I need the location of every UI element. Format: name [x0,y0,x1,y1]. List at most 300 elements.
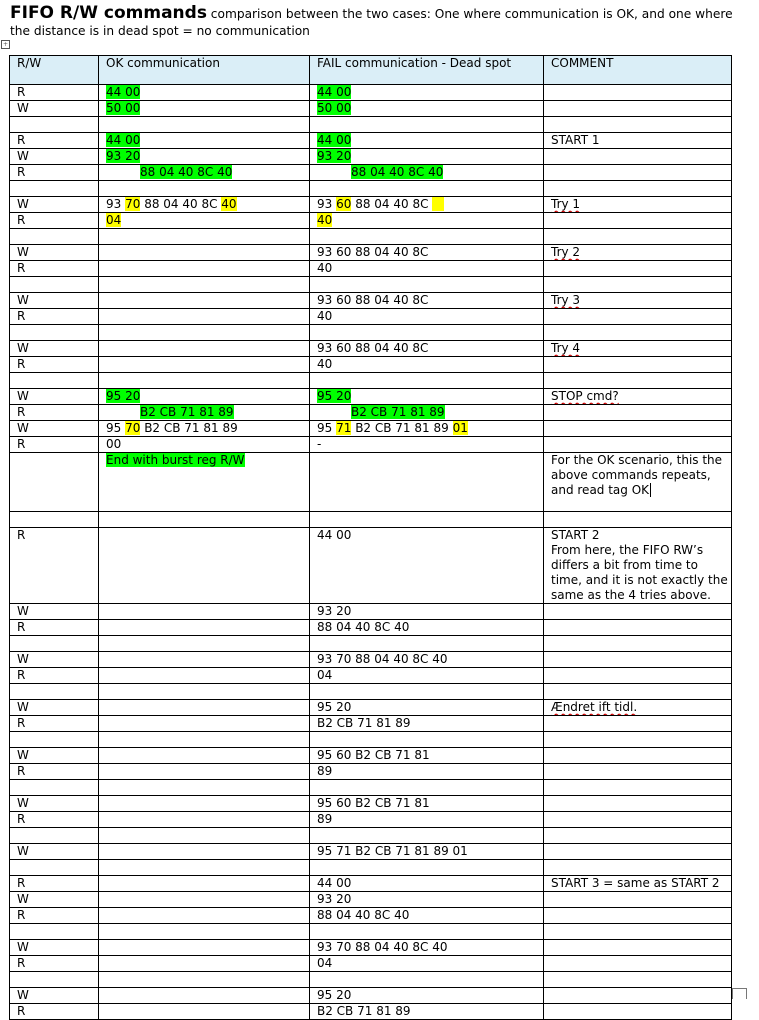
fail-value [317,620,409,634]
fail-value [317,293,428,307]
comment-text: Try 3 [551,293,581,307]
hex-segment: 44 00 [106,85,141,99]
fail-cell [310,908,544,924]
fail-cell [310,229,544,245]
hex-segment: 60 [336,197,352,211]
fail-cell [310,512,544,528]
ok-cell [99,604,310,620]
fail-cell [310,85,544,101]
ok-cell [99,389,310,405]
hex-segment: 50 00 [106,101,141,115]
comment-cell [544,421,732,437]
table-row [10,405,732,421]
ok-cell [99,133,310,149]
rw-cell: R [10,1004,99,1020]
table-row [10,357,732,373]
rw-cell [10,373,99,389]
rw-cell [10,117,99,133]
comment-text: For the OK scenario, this the above commands repeats, and read tag OK [551,453,723,497]
rw-cell [10,828,99,844]
fail-cell [310,133,544,149]
comment-cell [544,972,732,988]
comment-cell [544,277,732,293]
comment-text: START 1 [551,133,600,147]
comment-cell [544,357,732,373]
comment-cell [544,197,732,213]
rw-cell: R [10,165,99,181]
hex-segment: - [317,437,322,451]
table-row [10,988,732,1004]
fail-cell [310,245,544,261]
ok-cell [99,860,310,876]
fail-cell [310,828,544,844]
rw-cell: R [10,357,99,373]
header-rw: R/W [10,56,99,85]
hex-segment: B2 CB 71 81 89 [351,421,453,435]
hex-segment: 40 [221,197,237,211]
fail-value [317,1004,411,1018]
hex-segment: 88 04 40 8C 40 [317,908,410,922]
comment-text: STOP cmd? [551,389,619,403]
hex-segment: 88 04 40 8C [140,197,222,211]
comment-cell [544,924,732,940]
comment-cell [544,85,732,101]
fail-value [317,796,430,810]
comment-cell [544,309,732,325]
hex-segment: 44 00 [106,133,141,147]
fail-value [317,197,444,211]
comment-cell [544,373,732,389]
hex-segment: 00 [106,437,122,451]
fail-cell [310,844,544,860]
hex-segment [432,197,443,211]
table-spacer-row [10,972,732,988]
comment-cell [544,716,732,732]
hex-segment: 93 [317,197,337,211]
fail-value [317,668,332,682]
fail-cell [310,668,544,684]
comment-cell [544,684,732,700]
table-row [10,85,732,101]
hex-segment: 93 70 88 04 40 8C 40 [317,652,448,666]
hex-segment: 70 [125,421,141,435]
hex-segment: 95 20 [317,389,352,403]
hex-segment: 40 [317,309,333,323]
rw-cell: R [10,85,99,101]
rw-cell: W [10,245,99,261]
rw-cell: R [10,716,99,732]
table-row [10,876,732,892]
fail-cell [310,293,544,309]
ok-value [106,421,238,435]
hex-segment: 93 20 [317,149,352,163]
rw-cell: W [10,421,99,437]
comment-cell [544,325,732,341]
rw-cell: W [10,293,99,309]
fail-cell [310,972,544,988]
hex-segment: End with burst reg R/W [106,453,245,467]
comment-cell [544,652,732,668]
fail-value [317,133,351,147]
hex-segment: 95 20 [317,988,352,1002]
fail-value [317,389,351,403]
hex-segment: 93 60 88 04 40 8C [317,341,429,355]
rw-cell [10,972,99,988]
fail-cell [310,309,544,325]
hex-segment: 88 04 40 8C 40 [351,165,444,179]
rw-cell: R [10,213,99,229]
rw-cell: W [10,149,99,165]
ok-cell [99,117,310,133]
comment-cell [544,133,732,149]
table-row [10,620,732,636]
ok-value [106,165,232,180]
hex-segment: 88 04 40 8C 40 [140,165,233,179]
document-title: FIFO R/W commands [10,3,207,23]
rw-cell [10,181,99,197]
hex-segment: 44 00 [317,876,352,890]
table-spacer-row [10,732,732,748]
comment-cell [544,748,732,764]
table-row [10,453,732,512]
ok-cell [99,512,310,528]
comment-cell [544,437,732,453]
ok-value [106,453,245,467]
ok-cell [99,357,310,373]
hex-segment: 88 04 40 8C 40 [317,620,410,634]
fail-cell [310,261,544,277]
ok-cell [99,636,310,652]
ok-value [106,133,140,147]
ok-cell [99,764,310,780]
fail-value [317,261,332,275]
fail-cell [310,876,544,892]
table-spacer-row [10,373,732,389]
rw-cell: W [10,796,99,812]
comment-cell [544,604,732,620]
fail-value [317,165,443,180]
ok-cell [99,940,310,956]
fail-cell [310,748,544,764]
ok-value [106,213,121,227]
hex-segment: 40 [317,357,333,371]
rw-cell: R [10,405,99,421]
fail-value [317,652,448,666]
comment-cell [544,245,732,261]
ok-cell [99,213,310,229]
fail-cell [310,892,544,908]
rw-cell [10,860,99,876]
fail-value [317,700,351,714]
comment-cell [544,780,732,796]
hex-segment: 01 [452,421,468,435]
comment-text: Try 1 [551,197,581,211]
rw-cell: R [10,668,99,684]
table-row [10,261,732,277]
fail-cell [310,165,544,181]
fail-value [317,528,351,542]
ok-cell [99,668,310,684]
fail-value [317,988,351,1002]
rw-cell: R [10,812,99,828]
fifo-table [9,55,732,1020]
fail-cell [310,1004,544,1020]
fail-cell [310,604,544,620]
fail-cell [310,277,544,293]
table-row [10,437,732,453]
table-row [10,293,732,309]
fail-cell [310,956,544,972]
ok-value [106,149,140,163]
hex-segment: 04 [317,668,333,682]
fail-cell [310,764,544,780]
fail-value [317,876,351,890]
comment-cell [544,528,732,604]
hex-segment: 93 20 [106,149,141,163]
table-row [10,796,732,812]
ok-cell [99,732,310,748]
ok-cell [99,197,310,213]
comment-cell [544,213,732,229]
ok-cell [99,229,310,245]
rw-cell: R [10,876,99,892]
ok-cell [99,876,310,892]
comment-text: Try 4 [551,341,581,355]
hex-segment: 93 70 88 04 40 8C 40 [317,940,448,954]
ok-cell [99,405,310,421]
hex-segment: 44 00 [317,133,352,147]
fail-value [317,101,351,115]
hex-segment: 44 00 [317,85,352,99]
fail-cell [310,652,544,668]
rw-cell: W [10,700,99,716]
comment-cell [544,764,732,780]
fail-cell [310,988,544,1004]
ok-cell [99,956,310,972]
table-spacer-row [10,277,732,293]
comment-cell [544,732,732,748]
fail-cell [310,149,544,165]
hex-segment: 70 [125,197,141,211]
page-corner-icon [732,988,747,999]
rw-cell: R [10,437,99,453]
ok-cell [99,453,310,512]
rw-cell [10,732,99,748]
comment-cell [544,796,732,812]
ok-value [106,101,140,115]
fail-value [317,764,332,778]
comment-cell [544,860,732,876]
ok-cell [99,844,310,860]
comment-text: START 3 = same as START 2 [551,876,720,890]
ok-cell [99,101,310,117]
hex-segment: B2 CB 71 81 89 [140,421,238,435]
ok-cell [99,528,310,604]
comment-cell [544,636,732,652]
comment-cell [544,940,732,956]
document-subtitle: comparison between the two cases: One where communication is OK, and one where the distance is in dead spot = no communication [10,7,733,38]
ok-cell [99,245,310,261]
fail-cell [310,812,544,828]
hex-segment: 93 60 88 04 40 8C [317,245,429,259]
fail-value [317,245,428,259]
rw-cell: W [10,101,99,117]
hex-segment: 93 [106,197,126,211]
rw-cell: R [10,261,99,277]
comment-cell [544,956,732,972]
comment-text: START 2 [551,528,600,542]
hex-segment: 95 [106,421,126,435]
rw-cell [10,453,99,512]
table-row [10,940,732,956]
table-row [10,812,732,828]
fail-value [317,357,332,371]
hex-segment: 04 [317,956,333,970]
ok-cell [99,373,310,389]
ok-cell [99,652,310,668]
comment-text: From here, the FIFO RW’s differs a bit from time to time, and it is not exactly the same as the 4 tries above. [551,543,728,602]
ok-cell [99,261,310,277]
fail-cell [310,684,544,700]
ok-value [106,197,237,211]
table-spacer-row [10,780,732,796]
rw-cell: W [10,940,99,956]
ok-cell [99,812,310,828]
ok-value [106,437,121,451]
header-ok: OK communication [99,56,310,85]
hex-segment: 71 [336,421,352,435]
table-row [10,604,732,620]
rw-cell: R [10,956,99,972]
fail-value [317,604,351,618]
fail-cell [310,197,544,213]
comment-cell [544,261,732,277]
ok-value [106,389,140,403]
rw-cell [10,636,99,652]
comment-cell [544,812,732,828]
fail-cell [310,373,544,389]
table-spacer-row [10,828,732,844]
fail-value [317,940,448,954]
ok-cell [99,293,310,309]
ok-cell [99,828,310,844]
comment-cell [544,876,732,892]
comment-cell [544,405,732,421]
ok-cell [99,309,310,325]
table-spacer-row [10,117,732,133]
fail-value [317,85,351,99]
rw-cell: R [10,133,99,149]
hex-segment: 04 [106,213,122,227]
ok-cell [99,972,310,988]
fail-cell [310,181,544,197]
hex-segment: B2 CB 71 81 89 [317,1004,411,1018]
table-row [10,389,732,405]
fail-value [317,405,445,420]
rw-cell: R [10,309,99,325]
rw-cell: W [10,652,99,668]
fail-cell [310,940,544,956]
fail-cell [310,636,544,652]
table-row [10,165,732,181]
hex-segment: 93 60 88 04 40 8C [317,293,429,307]
fail-cell [310,860,544,876]
hex-segment: 95 60 B2 CB 71 81 [317,748,430,762]
comment-cell [544,149,732,165]
ok-cell [99,341,310,357]
ok-cell [99,716,310,732]
ok-cell [99,165,310,181]
fail-cell [310,389,544,405]
table-row [10,245,732,261]
comment-text: Ændret ift tidl. [551,700,638,714]
hex-segment: 89 [317,812,333,826]
comment-cell [544,341,732,357]
rw-cell [10,684,99,700]
comment-cell [544,165,732,181]
fail-value [317,309,332,323]
ok-cell [99,796,310,812]
hex-segment: 95 71 B2 CB 71 81 89 01 [317,844,468,858]
fail-value [317,812,332,826]
comment-cell [544,908,732,924]
rw-cell: R [10,764,99,780]
fail-cell [310,700,544,716]
ok-cell [99,325,310,341]
ok-cell [99,908,310,924]
fail-value [317,844,468,858]
fail-cell [310,528,544,604]
rw-cell: W [10,389,99,405]
table-spacer-row [10,636,732,652]
fail-cell [310,405,544,421]
comment-cell [544,101,732,117]
ok-cell [99,892,310,908]
ok-cell [99,85,310,101]
table-row [10,764,732,780]
rw-cell: R [10,620,99,636]
header-fail: FAIL communication - Dead spot [310,56,544,85]
ok-cell [99,988,310,1004]
hex-segment: B2 CB 71 81 89 [317,716,411,730]
table-row [10,309,732,325]
ok-cell [99,748,310,764]
rw-cell [10,325,99,341]
comment-cell [544,828,732,844]
comment-cell [544,668,732,684]
hex-segment: 95 20 [317,700,352,714]
fail-cell [310,732,544,748]
table-row [10,421,732,437]
fail-cell [310,421,544,437]
comment-cell [544,700,732,716]
fail-cell [310,213,544,229]
comment-cell [544,293,732,309]
comment-cell [544,229,732,245]
table-row [10,341,732,357]
rw-cell [10,780,99,796]
table-spacer-row [10,325,732,341]
fail-cell [310,453,544,512]
move-handle-icon[interactable]: + [2,41,9,48]
table-spacer-row [10,229,732,245]
ok-cell [99,437,310,453]
table-row [10,908,732,924]
table-row [10,668,732,684]
fail-value [317,908,409,922]
table-row [10,213,732,229]
ok-cell [99,421,310,437]
